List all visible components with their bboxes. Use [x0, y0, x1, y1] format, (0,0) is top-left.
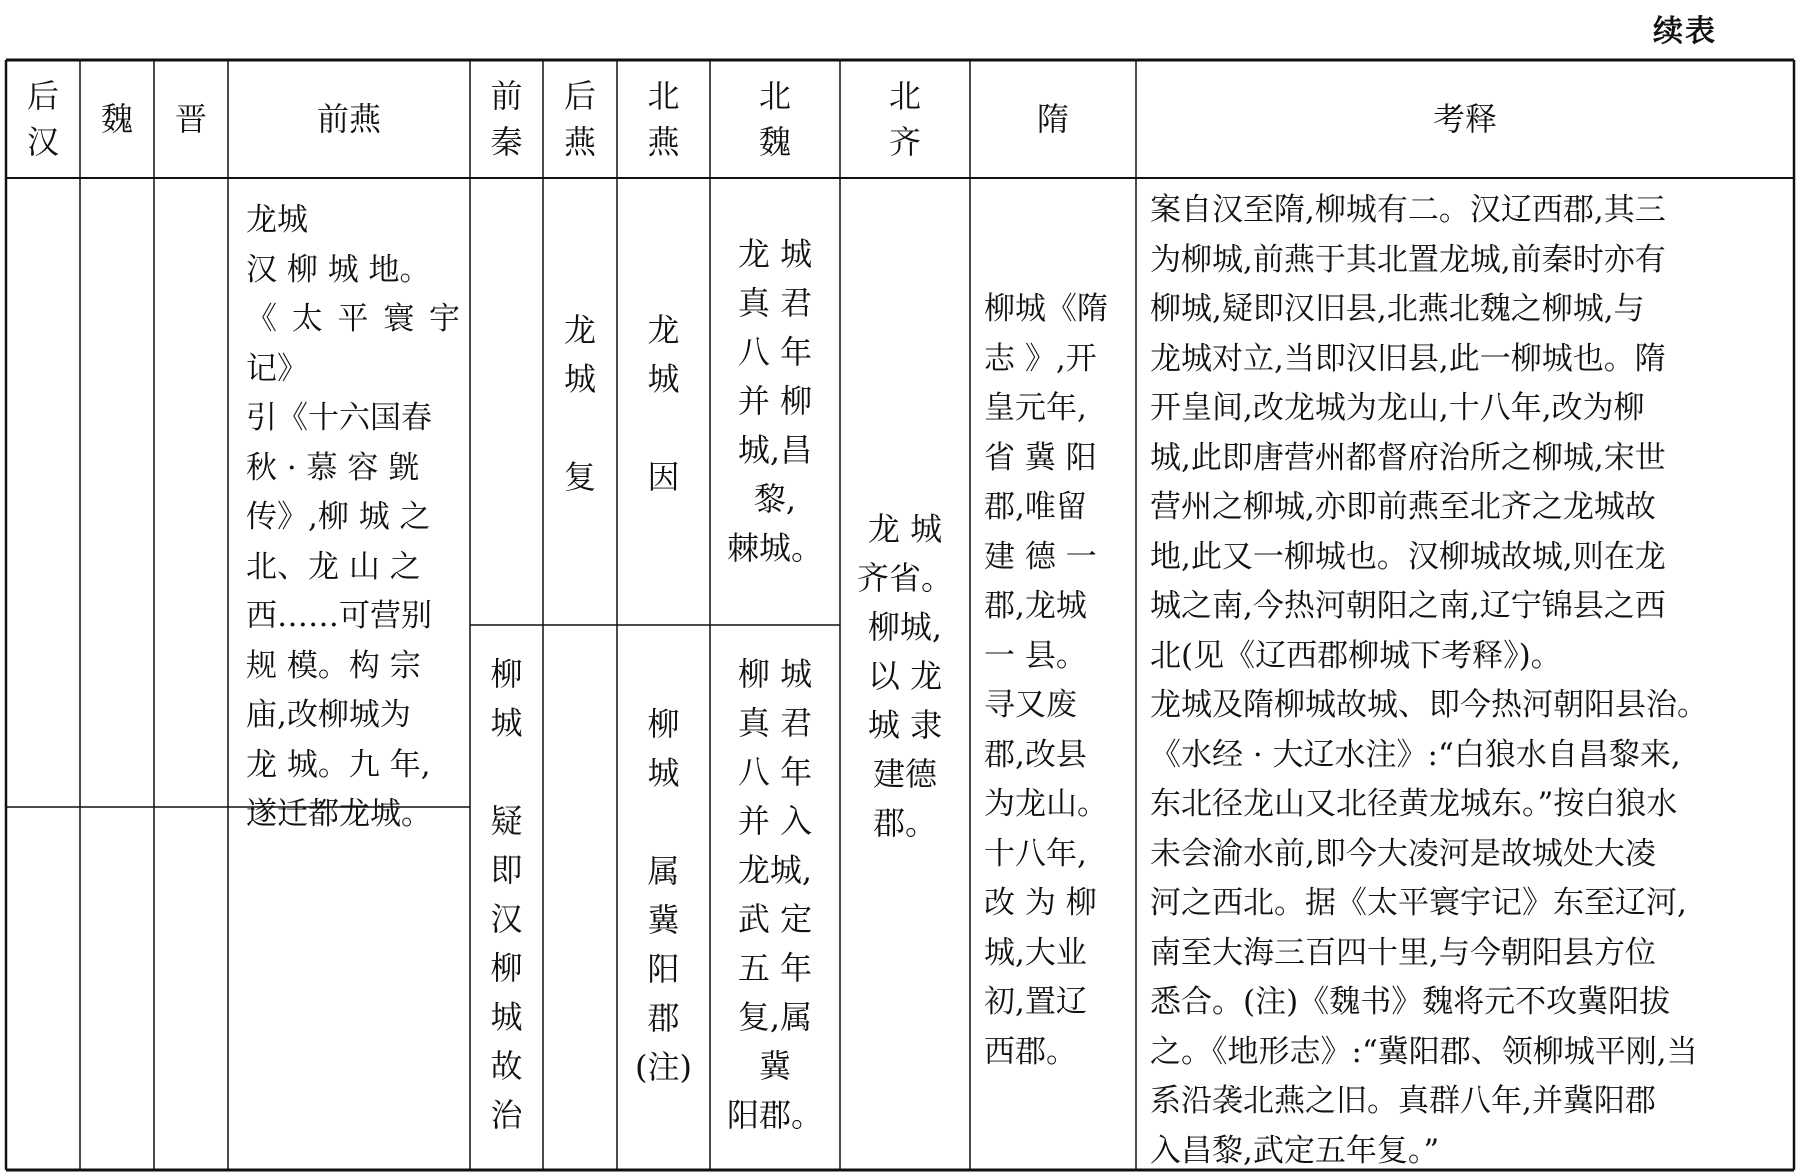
cell-sui: 柳城《隋 志 》,开 皇元年, 省 冀 阳 郡,唯留 建 德 一 郡,龙城 一 县。 寻又废 郡,改县 为龙山。 十八年, 改 为 柳 城,大业 初,置辽 西郡。 — [984, 291, 1108, 1070]
cell-bei-yan-longcheng: 龙 城 因 — [647, 311, 680, 496]
header-qian-yan: 前燕 — [316, 100, 381, 138]
cell-qian-qin-liucheng: 柳 城 疑 即 汉 柳 城 故 治 — [490, 655, 523, 1134]
cell-bei-wei-liucheng: 柳 城 真 君 八 年 并 入 龙城, 武 定 五 年 复,属 冀 阳郡。 — [726, 655, 823, 1134]
cell-qian-yan-longcheng: 龙城 汉 柳 城 地。 《太平寰宇记》 引《十六国春 秋 · 慕 容 皝 传》,柳 城 之 北、龙 山 之 西……可营别 规 模。构 宗 庙,改柳城为 龙 城。九 年, 遂迁都龙城。 — [246, 202, 460, 832]
cell-bei-yan-liucheng: 柳 城 属 冀 阳 郡 (注) — [635, 705, 692, 1086]
header-bei-yan: 北 燕 — [647, 77, 680, 161]
header-wei: 魏 — [100, 100, 133, 138]
header-qian-qin: 前 秦 — [490, 77, 523, 161]
header-kaoshi: 考释 — [1432, 100, 1497, 138]
cell-bei-wei-longcheng: 龙 城 真 君 八 年 并 柳 城,昌 黎, 棘城。 — [726, 235, 823, 567]
cell-kaoshi: 案自汉至隋,柳城有二。汉辽西郡,其三 为柳城,前燕于其北置龙城,前秦时亦有 柳城,疑即汉旧县,北燕北魏之柳城,与 龙城对立,当即汉旧县,此一柳城也。隋 开皇间,改龙城为龙山,十八年,改为柳 城,此即唐营州都督府治所之柳城,宋世 营州之柳城,亦即前燕至北齐之龙城故 地,此又一柳城也。汉柳城故城,则在龙 城之南,今热河朝阳之南,辽宁锦县之西 北(见《辽西郡柳城下考释》)。 龙城及隋柳城故城、即今热河朝阳县治。 《水经 · 大辽水注》:“白狼水自昌黎来, 东北径龙山又北径黄龙城东。”按白狼水 未会渝水前,即今大凌河是故城处大凌 河之西北。据《太平寰宇记》东至辽河, 南至大海三百四十里,与今朝阳县方位 悉合。(注)《魏书》魏将元不攻冀阳拔 之。《地形志》:“冀阳郡、领柳城平刚,当 系沿袭北燕之旧。真群八年,并冀阳郡 入昌黎,武定五年复。” — [1150, 192, 1708, 1169]
header-sui: 隋 — [1036, 100, 1069, 138]
header-bei-wei: 北 魏 — [758, 77, 791, 161]
header-hou-yan: 后 燕 — [563, 77, 596, 161]
continuation-label: 续表 — [1653, 14, 1717, 49]
cell-bei-qi: 龙 城 齐省。 柳城, 以 龙 城 隶 建德 郡。 — [856, 510, 953, 842]
header-jin: 晋 — [174, 100, 207, 138]
header-hou-han: 后 汉 — [26, 77, 59, 161]
header-bei-qi: 北 齐 — [888, 77, 921, 161]
cell-hou-yan-longcheng: 龙 城 复 — [563, 311, 596, 496]
